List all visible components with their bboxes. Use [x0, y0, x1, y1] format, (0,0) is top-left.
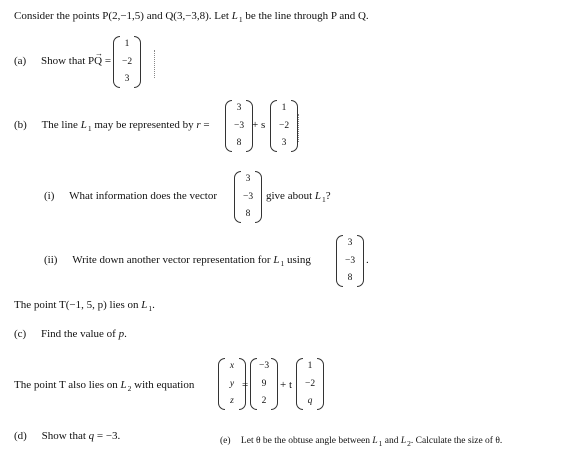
part-e: (e) Let θ be the obtuse angle between $L_1$ and $L_2$. Calculate the size of θ.	[220, 436, 503, 448]
equals-sign: =	[242, 379, 249, 391]
vector-b-i: 3 −3 8	[234, 172, 262, 222]
vector-b-direction: 1 −2 3	[270, 101, 298, 151]
part-b: (b) The line $L_1$ may be represented by r =	[14, 119, 210, 133]
part-b-ii-dot: .	[366, 254, 369, 266]
plus-s: + s	[252, 119, 266, 131]
part-d: (d) Show that q = −3.	[14, 430, 121, 442]
point-t2-text: The point T also lies on $L_2$ with equation	[14, 379, 195, 393]
vector-xyz: x y z	[218, 359, 246, 409]
vector-pq: 1 −2 3	[113, 37, 141, 87]
intro-text: Consider the points P(2,−1,5) and Q(3,−3,8). Let $L_1$ be the line through P and Q.	[14, 10, 369, 24]
part-b-ii: (ii) Write down another vector representation for $L_1$ using	[44, 254, 311, 268]
vector-b-position: 3 −3 8	[225, 101, 253, 151]
vector-l2-direction: 1 −2 q	[296, 359, 324, 409]
vector-l2-position: −3 9 2	[250, 359, 278, 409]
plus-t: + t	[280, 379, 293, 391]
vector-b-ii: 3 −3 8	[336, 236, 364, 286]
pq-vector-symbol: → PQ	[88, 49, 104, 67]
part-c: (c) Find the value of p.	[14, 328, 127, 340]
part-b-i-tail: give about $L_1$?	[266, 190, 331, 204]
part-a: (a) Show that → PQ =	[14, 49, 112, 67]
point-t-text: The point T(−1, 5, p) lies on $L_1$.	[14, 299, 155, 313]
arrow-icon: →	[95, 49, 104, 58]
part-b-i: (i) What information does the vector	[44, 190, 217, 202]
